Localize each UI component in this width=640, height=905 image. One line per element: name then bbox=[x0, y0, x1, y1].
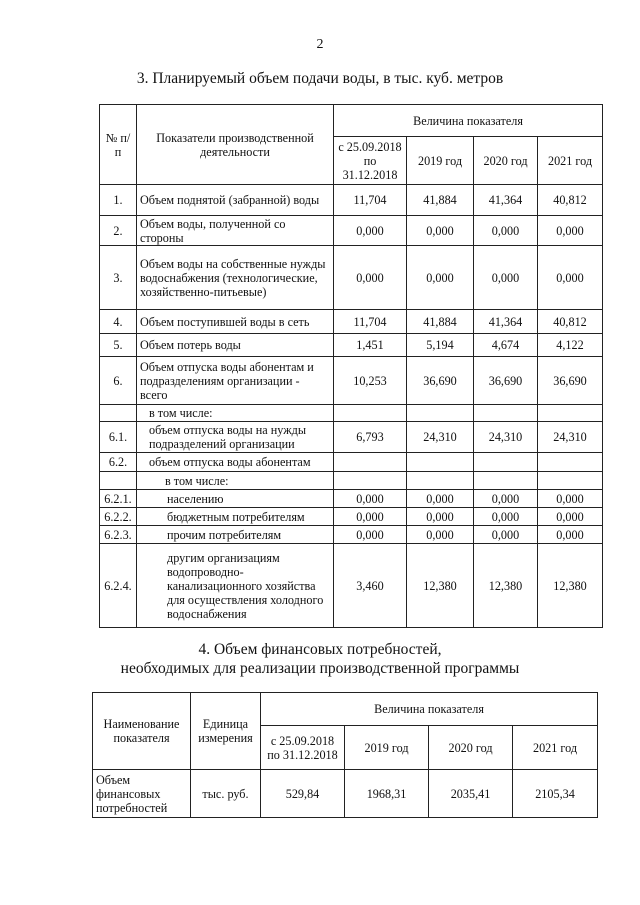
row-value-2019 bbox=[407, 405, 474, 422]
row-value-2021: 24,310 bbox=[538, 422, 603, 453]
table-row bbox=[100, 246, 603, 310]
row-value-2020: 0,000 bbox=[474, 508, 538, 526]
table-row bbox=[93, 770, 598, 818]
row-num: 6.2.3. bbox=[100, 526, 137, 544]
table-row bbox=[100, 357, 603, 405]
header-value-group: Величина показателя bbox=[261, 693, 598, 726]
row-value-period bbox=[334, 453, 407, 472]
row-value-2019: 41,884 bbox=[407, 185, 474, 216]
row-value-2019: 1968,31 bbox=[345, 770, 429, 818]
row-name: Объем финансовых потребностей bbox=[93, 770, 191, 818]
table-row bbox=[100, 472, 603, 490]
row-num: 5. bbox=[100, 334, 137, 357]
row-value-2020: 0,000 bbox=[474, 216, 538, 246]
row-value-2020: 2035,41 bbox=[429, 770, 513, 818]
row-value-2020: 41,364 bbox=[474, 185, 538, 216]
row-value-2020: 4,674 bbox=[474, 334, 538, 357]
header-2021: 2021 год bbox=[513, 726, 598, 770]
header-2019: 2019 год bbox=[345, 726, 429, 770]
page-number: 2 bbox=[316, 37, 324, 52]
table-row bbox=[100, 185, 603, 216]
row-name: в том числе: bbox=[137, 405, 334, 422]
header-2020: 2020 год bbox=[474, 137, 538, 185]
table-row bbox=[100, 508, 603, 526]
row-name: другим организациям водопроводно-канализационного хозяйства для осуществления холодного водоснабжения bbox=[137, 544, 334, 628]
row-value-2020: 0,000 bbox=[474, 526, 538, 544]
row-value-2019: 0,000 bbox=[407, 490, 474, 508]
row-value-2021 bbox=[538, 472, 603, 490]
table-row bbox=[100, 310, 603, 334]
row-value-2020: 0,000 bbox=[474, 246, 538, 310]
row-value-period: 6,793 bbox=[334, 422, 407, 453]
row-value-2019: 12,380 bbox=[407, 544, 474, 628]
row-value-2021: 12,380 bbox=[538, 544, 603, 628]
row-name: бюджетным потребителям bbox=[137, 508, 334, 526]
row-value-2019: 0,000 bbox=[407, 246, 474, 310]
row-value-2020: 12,380 bbox=[474, 544, 538, 628]
section4-title-line2: необходимых для реализации производственной программы bbox=[120, 660, 520, 677]
table-row bbox=[100, 334, 603, 357]
row-value-2021 bbox=[538, 405, 603, 422]
header-num: № п/п bbox=[100, 105, 137, 185]
row-value-2021: 0,000 bbox=[538, 246, 603, 310]
row-num: 4. bbox=[100, 310, 137, 334]
table-row bbox=[100, 216, 603, 246]
header-period: с 25.09.2018 по 31.12.2018 bbox=[261, 726, 345, 770]
row-value-period: 11,704 bbox=[334, 185, 407, 216]
table-row bbox=[100, 405, 603, 422]
row-value-2021: 40,812 bbox=[538, 310, 603, 334]
row-value-2020 bbox=[474, 405, 538, 422]
row-unit: тыс. руб. bbox=[191, 770, 261, 818]
row-value-period: 0,000 bbox=[334, 490, 407, 508]
row-num: 6.2.2. bbox=[100, 508, 137, 526]
row-name: Объем отпуска воды абонентам и подразделениям организации - всего bbox=[137, 357, 334, 405]
water-supply-table bbox=[99, 104, 603, 628]
row-value-2020: 41,364 bbox=[474, 310, 538, 334]
header-name: Наименование показателя bbox=[93, 693, 191, 770]
row-num bbox=[100, 405, 137, 422]
row-value-2021: 0,000 bbox=[538, 216, 603, 246]
row-name: Объем поднятой (забранной) воды bbox=[137, 185, 334, 216]
row-value-period: 11,704 bbox=[334, 310, 407, 334]
row-value-2020: 24,310 bbox=[474, 422, 538, 453]
row-value-period: 0,000 bbox=[334, 526, 407, 544]
header-period: с 25.09.2018 по 31.12.2018 bbox=[334, 137, 407, 185]
row-value-2019 bbox=[407, 453, 474, 472]
row-value-2021: 0,000 bbox=[538, 526, 603, 544]
row-name: Объем потерь воды bbox=[137, 334, 334, 357]
row-value-2019: 36,690 bbox=[407, 357, 474, 405]
row-name: Объем воды, полученной со стороны bbox=[137, 216, 334, 246]
row-value-period: 0,000 bbox=[334, 216, 407, 246]
row-value-2021: 0,000 bbox=[538, 508, 603, 526]
section4-title-line1: 4. Объем финансовых потребностей, bbox=[198, 641, 442, 658]
row-value-period: 10,253 bbox=[334, 357, 407, 405]
row-value-2019: 41,884 bbox=[407, 310, 474, 334]
row-value-period: 3,460 bbox=[334, 544, 407, 628]
row-num: 2. bbox=[100, 216, 137, 246]
row-value-2019: 0,000 bbox=[407, 216, 474, 246]
row-value-2019: 0,000 bbox=[407, 508, 474, 526]
row-value-period: 1,451 bbox=[334, 334, 407, 357]
row-value-2021: 36,690 bbox=[538, 357, 603, 405]
row-value-2021 bbox=[538, 453, 603, 472]
row-num: 6. bbox=[100, 357, 137, 405]
header-indicator: Показатели производственной деятельности bbox=[137, 105, 334, 185]
row-value-period bbox=[334, 405, 407, 422]
header-2020: 2020 год bbox=[429, 726, 513, 770]
row-name: объем отпуска воды абонентам bbox=[137, 453, 334, 472]
row-value-2019: 24,310 bbox=[407, 422, 474, 453]
row-name: объем отпуска воды на нужды подразделений организации bbox=[137, 422, 334, 453]
financial-needs-table bbox=[92, 692, 598, 818]
row-value-2021: 0,000 bbox=[538, 490, 603, 508]
row-num: 1. bbox=[100, 185, 137, 216]
row-value-2021: 2105,34 bbox=[513, 770, 598, 818]
row-name: Объем поступившей воды в сеть bbox=[137, 310, 334, 334]
row-value-2019: 0,000 bbox=[407, 526, 474, 544]
row-name: населению bbox=[137, 490, 334, 508]
row-value-period: 0,000 bbox=[334, 246, 407, 310]
row-value-2020: 0,000 bbox=[474, 490, 538, 508]
row-value-2019 bbox=[407, 472, 474, 490]
table-row bbox=[100, 490, 603, 508]
row-value-period: 0,000 bbox=[334, 508, 407, 526]
table-row bbox=[100, 544, 603, 628]
row-value-period: 529,84 bbox=[261, 770, 345, 818]
row-name: прочим потребителям bbox=[137, 526, 334, 544]
row-value-2019: 5,194 bbox=[407, 334, 474, 357]
row-value-2020 bbox=[474, 453, 538, 472]
row-value-2021: 4,122 bbox=[538, 334, 603, 357]
header-2021: 2021 год bbox=[538, 137, 603, 185]
row-value-2020: 36,690 bbox=[474, 357, 538, 405]
row-value-2021: 40,812 bbox=[538, 185, 603, 216]
row-name: в том числе: bbox=[137, 472, 334, 490]
table-row bbox=[100, 453, 603, 472]
section3-title: 3. Планируемый объем подачи воды, в тыс. куб. метров bbox=[136, 70, 504, 87]
row-num: 3. bbox=[100, 246, 137, 310]
header-2019: 2019 год bbox=[407, 137, 474, 185]
table-row bbox=[100, 422, 603, 453]
row-num: 6.2. bbox=[100, 453, 137, 472]
section4-title bbox=[40, 640, 600, 678]
row-num: 6.2.4. bbox=[100, 544, 137, 628]
header-unit: Единица измерения bbox=[191, 693, 261, 770]
row-value-2020 bbox=[474, 472, 538, 490]
row-value-period bbox=[334, 472, 407, 490]
row-num: 6.2.1. bbox=[100, 490, 137, 508]
table-row bbox=[100, 526, 603, 544]
row-name: Объем воды на собственные нужды водоснабжения (технологические, хозяйственно-питьевые) bbox=[137, 246, 334, 310]
row-num: 6.1. bbox=[100, 422, 137, 453]
row-num bbox=[100, 472, 137, 490]
header-value-group: Величина показателя bbox=[334, 105, 603, 137]
